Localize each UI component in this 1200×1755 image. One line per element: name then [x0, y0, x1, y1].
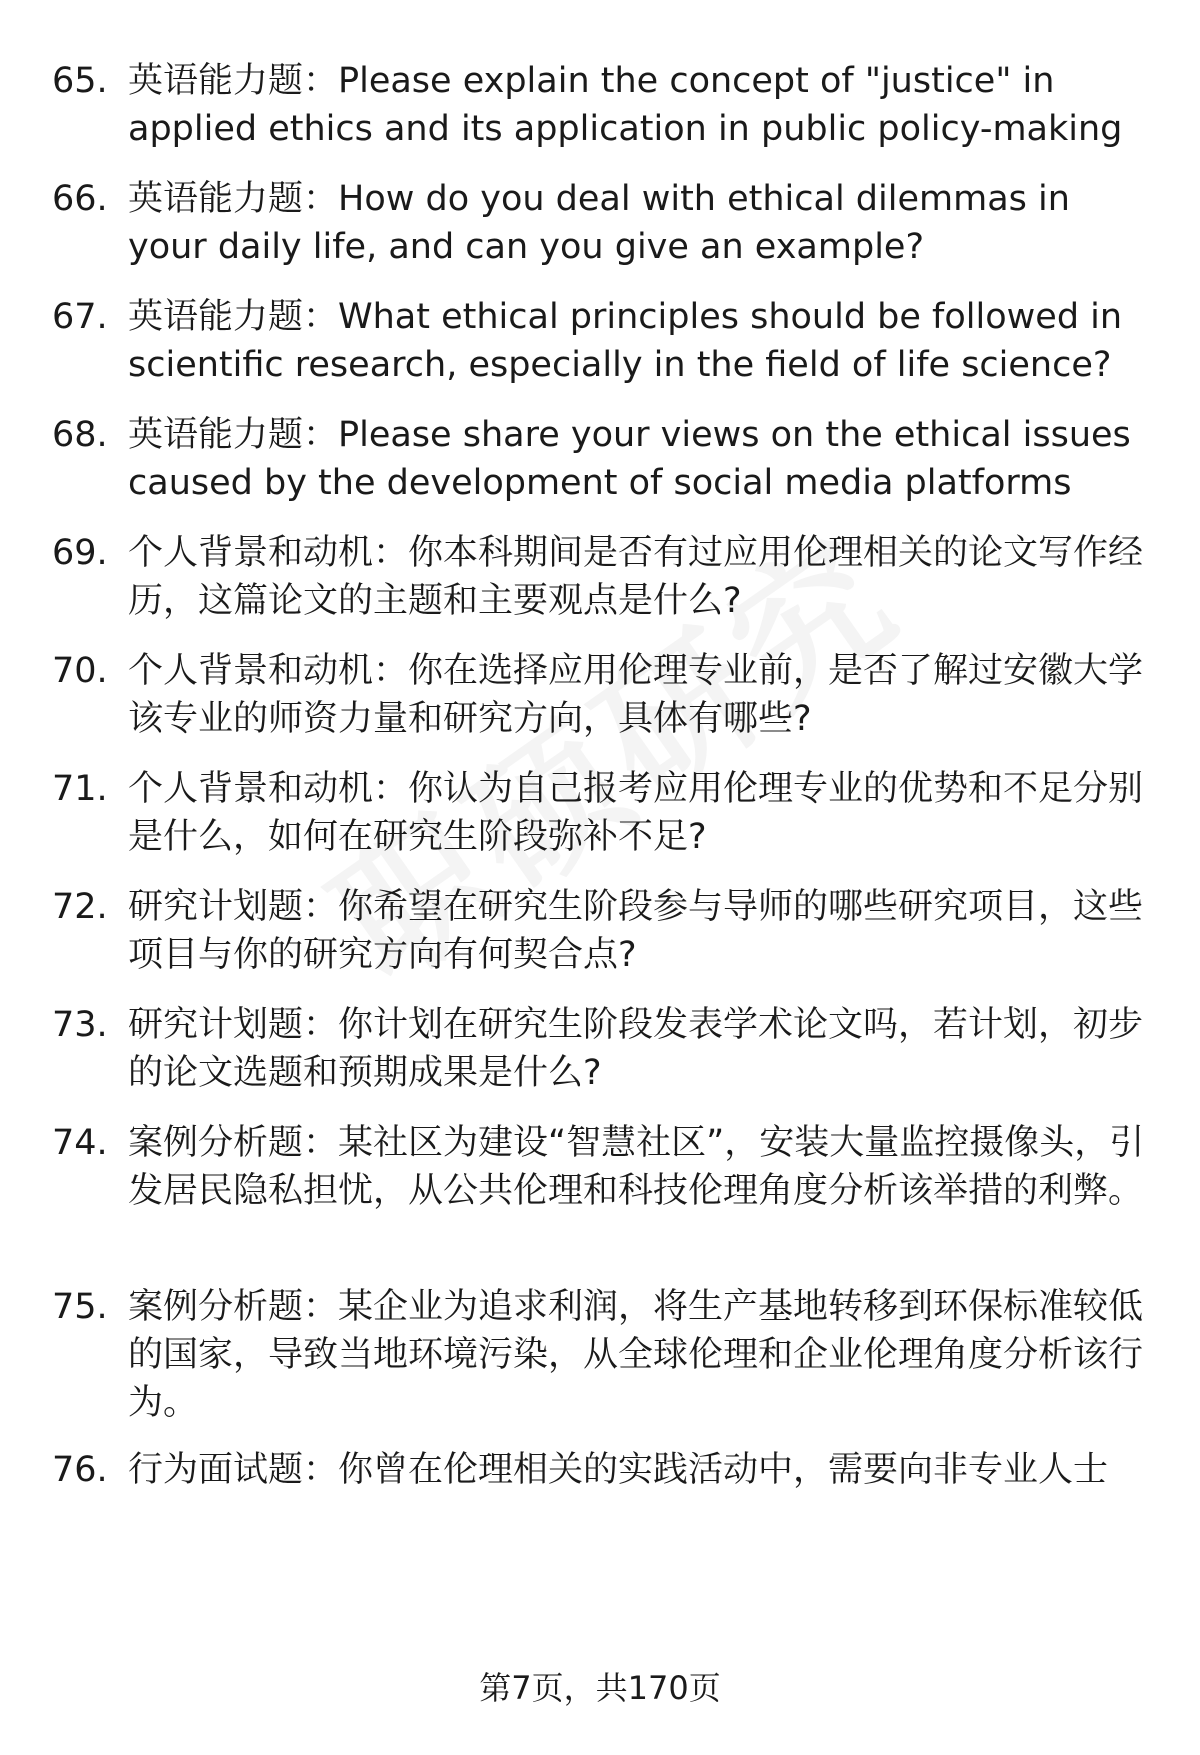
question-text: 案例分析题：某社区为建设“智慧社区”，安装大量监控摄像头，引发居民隐私担忧，从公共伦理和科技伦理角度分析该举措的利弊。: [128, 1123, 1145, 1211]
question-number: 68.: [52, 415, 108, 455]
question-text: 英语能力题：Please explain the concept of "justice" in applied ethics and its application in public policy-making: [128, 61, 1123, 149]
question-number: 75.: [52, 1287, 108, 1327]
question-number: 74.: [52, 1123, 108, 1163]
question-text: 案例分析题：某企业为追求利润，将生产基地转移到环保标准较低的国家，导致当地环境污染，从全球伦理和企业伦理角度分析该行为。: [128, 1287, 1144, 1423]
question-number: 76.: [52, 1450, 108, 1490]
question-text: 个人背景和动机：你在选择应用伦理专业前，是否了解过安徽大学该专业的师资力量和研究方向，具体有哪些?: [128, 651, 1144, 739]
question-text: 英语能力题：What ethical principles should be followed in scientific research, especially in the field of life science?: [128, 297, 1123, 385]
question-text: 英语能力题：Please share your views on the ethical issues caused by the development of social media platforms: [128, 415, 1131, 503]
question-number: 66.: [52, 179, 108, 219]
question-number: 72.: [52, 887, 108, 927]
question-number: 69.: [52, 533, 108, 573]
question-text: 研究计划题：你计划在研究生阶段发表学术论文吗，若计划，初步的论文选题和预期成果是什么?: [128, 1005, 1144, 1093]
question-text: 研究计划题：你希望在研究生阶段参与导师的哪些研究项目，这些项目与你的研究方向有何契合点?: [128, 887, 1144, 975]
question-number: 67.: [52, 297, 108, 337]
question-number: 71.: [52, 769, 108, 809]
question-number: 70.: [52, 651, 108, 691]
question-text: 行为面试题：你曾在伦理相关的实践活动中，需要向非专业人士: [128, 1450, 1109, 1490]
question-text: 个人背景和动机：你认为自己报考应用伦理专业的优势和不足分别是什么，如何在研究生阶段弥补不足?: [128, 769, 1144, 857]
question-text: 英语能力题：How do you deal with ethical dilemmas in your daily life, and can you give an example?: [128, 179, 1070, 267]
question-text: 个人背景和动机：你本科期间是否有过应用伦理相关的论文写作经历，这篇论文的主题和主要观点是什么?: [128, 533, 1144, 621]
question-number: 73.: [52, 1005, 108, 1045]
question-number: 65.: [52, 61, 108, 101]
page-footer: 第7页，共170页: [479, 1669, 721, 1707]
